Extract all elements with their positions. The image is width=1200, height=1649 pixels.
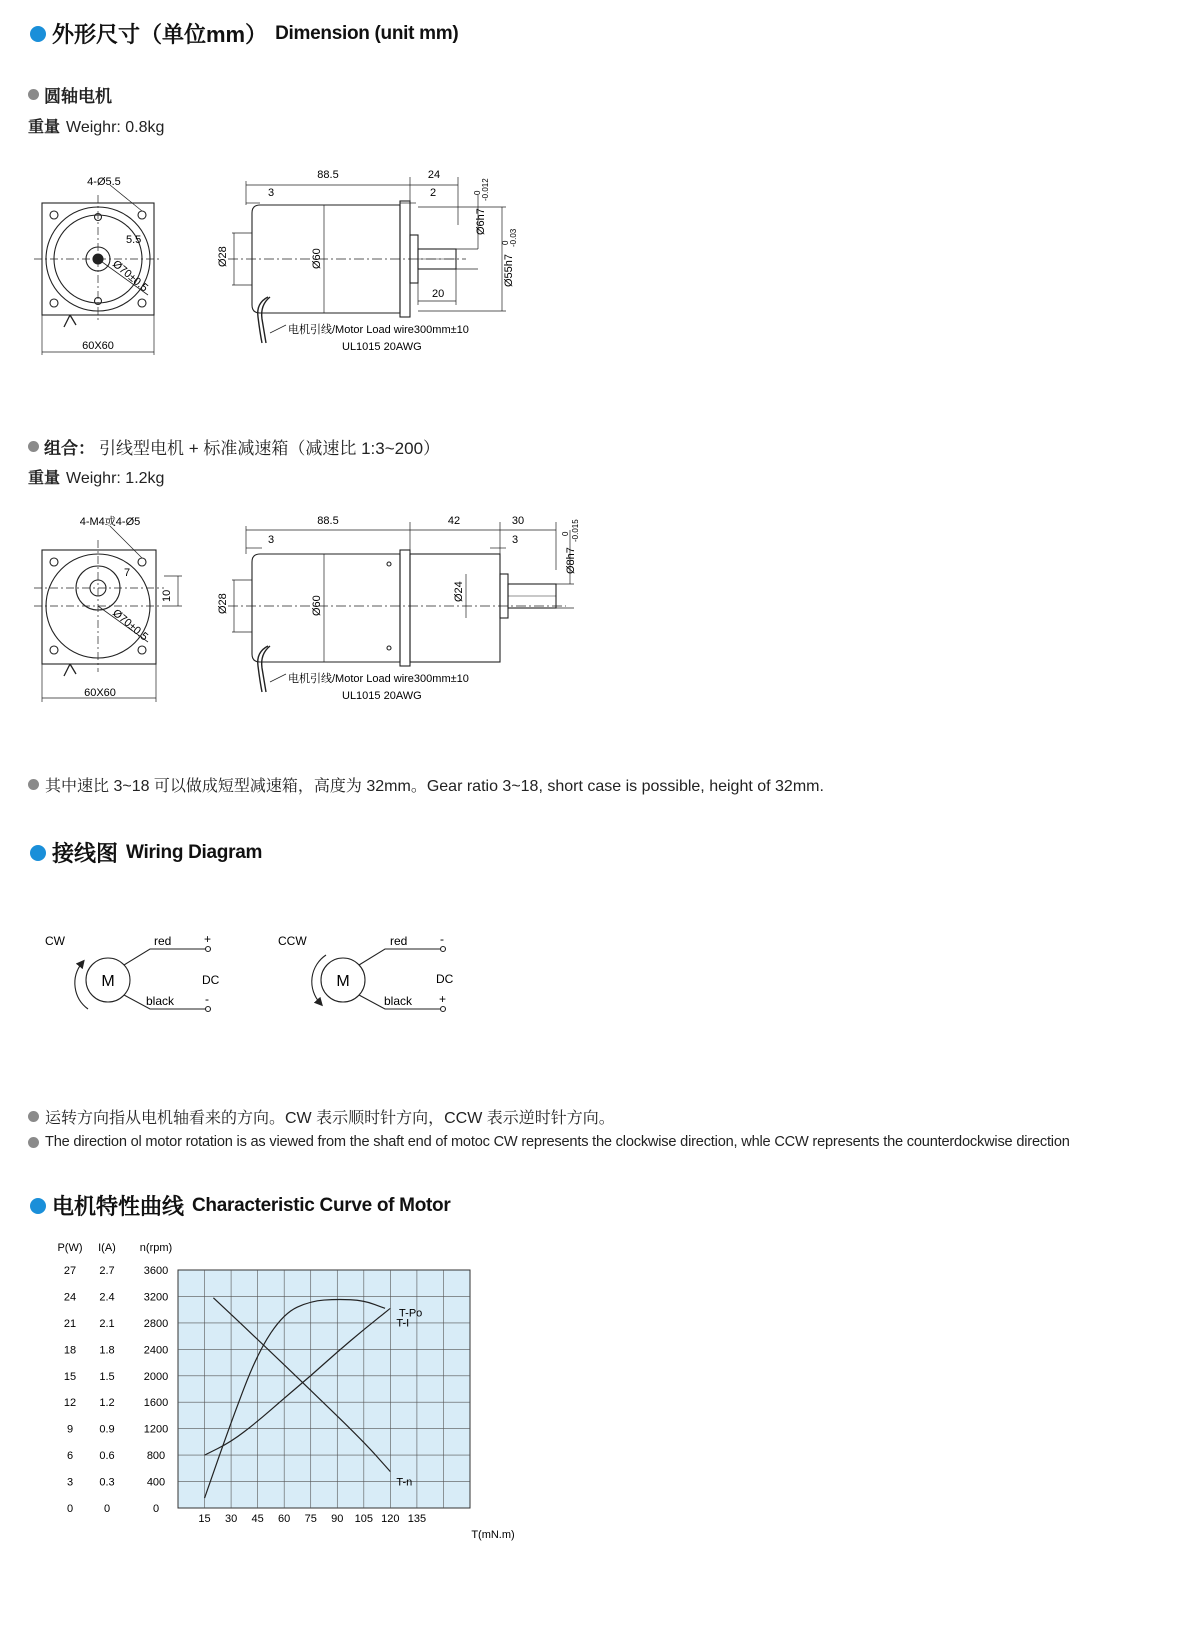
dia60-label: Ø60	[311, 595, 323, 616]
y-tick-label: 12	[63, 1397, 77, 1410]
shaft-tol-bottom: -0.012	[481, 178, 490, 201]
bullet-icon	[30, 845, 46, 861]
wiring-diagram	[40, 925, 510, 1035]
shaft-dia-label: Ø8h7	[565, 547, 577, 574]
dia28-label: Ø28	[217, 246, 229, 267]
y-tick-label: 400	[146, 1476, 166, 1489]
dimension-section-title	[30, 18, 458, 49]
x-tick-label: 15	[198, 1513, 211, 1525]
y-tick-label: 0	[103, 1503, 111, 1515]
length-label: 88.5	[317, 515, 339, 527]
wire-label: 电机引线/Motor Load wire300mm±10	[288, 324, 469, 336]
y-tick-label: 1.8	[99, 1344, 115, 1357]
dc-label: DC	[436, 972, 454, 986]
offset-3-label: 3	[268, 534, 275, 546]
offset-3-label: 3	[268, 187, 275, 199]
x-tick-label: 30	[224, 1513, 238, 1525]
y-tick-label: 1200	[143, 1423, 169, 1436]
y-tick-label: 0.3	[99, 1476, 115, 1489]
round-shaft-weight	[28, 114, 164, 137]
boss-tol-top: 0	[501, 240, 510, 245]
red-wire-label: red	[390, 934, 408, 948]
x-tick-label: 75	[304, 1513, 317, 1525]
shaft-tol-top: 0	[561, 531, 570, 536]
y-tick-label: 15	[63, 1370, 77, 1383]
motor-symbol: M	[336, 973, 350, 990]
y-tick-label: 9	[66, 1423, 74, 1436]
size-label: 60X60	[82, 340, 114, 352]
boss-dia-label: Ø55h7	[503, 253, 515, 287]
series-label: T-I	[396, 1317, 410, 1330]
gear-ratio-note	[28, 773, 824, 796]
bullet-icon	[30, 26, 46, 42]
y-axis-label: P(W)	[57, 1242, 83, 1254]
bullet-icon	[28, 779, 39, 790]
combo-title-bold: 组合：	[44, 439, 95, 458]
series-label: T-Po	[399, 1307, 423, 1320]
dimension-title-cn: 外形尺寸（单位mm）	[52, 22, 268, 47]
bullet-icon	[28, 441, 39, 452]
y-tick-label: 6	[66, 1450, 74, 1463]
curve-section-title	[30, 1190, 450, 1221]
offset-2-label: 2	[430, 187, 437, 199]
y-tick-label: 3600	[143, 1265, 169, 1277]
wiring-title-en: Wiring Diagram	[126, 841, 263, 863]
y-tick-label: 0	[152, 1503, 160, 1515]
shaft-length-label: 30	[511, 515, 525, 527]
red-wire-label: red	[154, 934, 172, 948]
round-shaft-label	[28, 82, 116, 107]
ccw-diagram	[278, 932, 454, 1012]
y-tick-label: 0.9	[99, 1423, 115, 1436]
dc-label: DC	[202, 973, 220, 987]
offset-3b-label: 3	[512, 534, 519, 546]
top-terminal-sign: -	[440, 932, 444, 946]
round-shaft-title: 圆轴电机	[44, 87, 112, 106]
combo-label	[28, 434, 440, 459]
y-tick-label: 1.5	[99, 1370, 115, 1383]
shaft-tol-top: 0	[473, 190, 482, 195]
round-shaft-front-view	[30, 165, 180, 365]
direction-note-en-text: The direction ol motor rotation is as viewed from the shaft end of motoc CW represents the clockwise direction, whle CCW represents the counterdockwise direction	[45, 1134, 1070, 1150]
bottom-terminal-sign: -	[205, 992, 209, 1006]
shaft-length-label: 24	[427, 169, 441, 181]
pcd-label: Ø70±0.5	[110, 258, 151, 295]
holes-label: 4-Ø5.5	[87, 176, 121, 188]
y-tick-label: 1.2	[99, 1397, 115, 1410]
combo-side-view	[210, 510, 590, 710]
direction-note-cn	[28, 1105, 615, 1128]
gear-length-label: 42	[447, 515, 461, 527]
height-label: 10	[161, 589, 173, 602]
y-tick-label: 0	[66, 1503, 74, 1515]
series-label: T-n	[396, 1476, 413, 1489]
wire-label: 电机引线/Motor Load wire300mm±10	[288, 673, 469, 685]
black-wire-label: black	[384, 994, 413, 1008]
wiring-title-cn: 接线图	[52, 841, 119, 866]
y-tick-label: 2.4	[99, 1291, 115, 1304]
characteristic-curve-chart	[40, 1235, 560, 1545]
weight-value: Weighr: 0.8kg	[66, 119, 165, 136]
combo-title: 引线型电机 + 标准减速箱（减速比 1:3~200）	[99, 439, 441, 458]
weight-label: 重量	[28, 470, 61, 487]
round-shaft-side-view	[210, 165, 540, 365]
x-tick-label: 135	[407, 1513, 427, 1525]
length-label: 88.5	[317, 169, 339, 181]
curve-title-en: Characteristic Curve of Motor	[192, 1194, 451, 1216]
wiring-section-title	[30, 837, 262, 868]
dimension-title-en: Dimension (unit mm)	[275, 22, 459, 44]
size-label: 60X60	[84, 687, 116, 699]
x-tick-label: 60	[278, 1513, 291, 1525]
cw-label: CW	[45, 934, 65, 948]
weight-value: Weighr: 1.2kg	[66, 470, 165, 487]
pcd-label: Ø70±0.5	[110, 607, 151, 644]
x-axis-label: T(mN.m)	[471, 1529, 515, 1541]
dia28-label: Ø28	[217, 593, 229, 614]
holes-label: 4-M4或4-Ø5	[79, 516, 141, 528]
wire-spec-label: UL1015 20AWG	[342, 690, 422, 702]
x-tick-label: 45	[251, 1513, 264, 1525]
wire-spec-label: UL1015 20AWG	[342, 341, 422, 353]
motor-symbol: M	[101, 973, 115, 990]
y-axis-label: n(rpm)	[139, 1242, 173, 1254]
y-tick-label: 800	[146, 1450, 166, 1463]
offset-label: 7	[124, 567, 131, 579]
inset-label: 5.5	[126, 234, 142, 246]
dia60-label: Ø60	[311, 248, 323, 269]
direction-note-cn-text: 运转方向指从电机轴看来的方向。CW 表示顺时针方向，CCW 表示逆时针方向。	[45, 1110, 615, 1127]
y-tick-label: 3200	[143, 1291, 169, 1304]
curve-title-cn: 电机特性曲线	[52, 1194, 185, 1219]
x-tick-label: 120	[381, 1513, 400, 1525]
boss-tol-bottom: -0.03	[509, 228, 518, 247]
ccw-label: CCW	[278, 934, 307, 948]
y-tick-label: 24	[63, 1291, 77, 1304]
y-tick-label: 2.7	[99, 1265, 115, 1277]
x-tick-label: 90	[331, 1513, 344, 1525]
y-axis-label: I(A)	[98, 1242, 116, 1254]
bullet-icon	[28, 1137, 39, 1148]
top-terminal-sign: +	[204, 932, 212, 946]
weight-label: 重量	[28, 119, 61, 136]
y-tick-label: 2000	[143, 1370, 169, 1383]
y-tick-label: 21	[63, 1317, 77, 1330]
y-tick-label: 1600	[143, 1397, 169, 1410]
y-tick-label: 18	[63, 1344, 77, 1357]
x-tick-label: 105	[354, 1513, 373, 1525]
bullet-icon	[28, 1111, 39, 1122]
shaft-dia-label: Ø6h7	[475, 208, 487, 235]
y-tick-label: 0.6	[99, 1450, 115, 1463]
dia24-label: Ø24	[453, 581, 465, 602]
combo-front-view	[30, 510, 190, 710]
gear-ratio-note-text: 其中速比 3~18 可以做成短型减速箱，高度为 32mm。Gear ratio 3~18, short case is possible, height of 32mm.	[45, 778, 824, 795]
y-tick-label: 2.1	[99, 1317, 115, 1330]
y-tick-label: 3	[66, 1476, 74, 1489]
bottom-terminal-sign: +	[439, 992, 447, 1006]
y-tick-label: 2400	[143, 1344, 169, 1357]
y-tick-label: 27	[63, 1265, 77, 1277]
cw-diagram	[45, 932, 220, 1012]
offset-20-label: 20	[432, 288, 445, 300]
direction-note-en	[28, 1134, 1070, 1150]
bullet-icon	[28, 89, 39, 100]
combo-weight	[28, 465, 164, 488]
bullet-icon	[30, 1198, 46, 1214]
black-wire-label: black	[146, 994, 175, 1008]
shaft-tol-bottom: -0.015	[571, 519, 580, 542]
y-tick-label: 2800	[143, 1317, 169, 1330]
